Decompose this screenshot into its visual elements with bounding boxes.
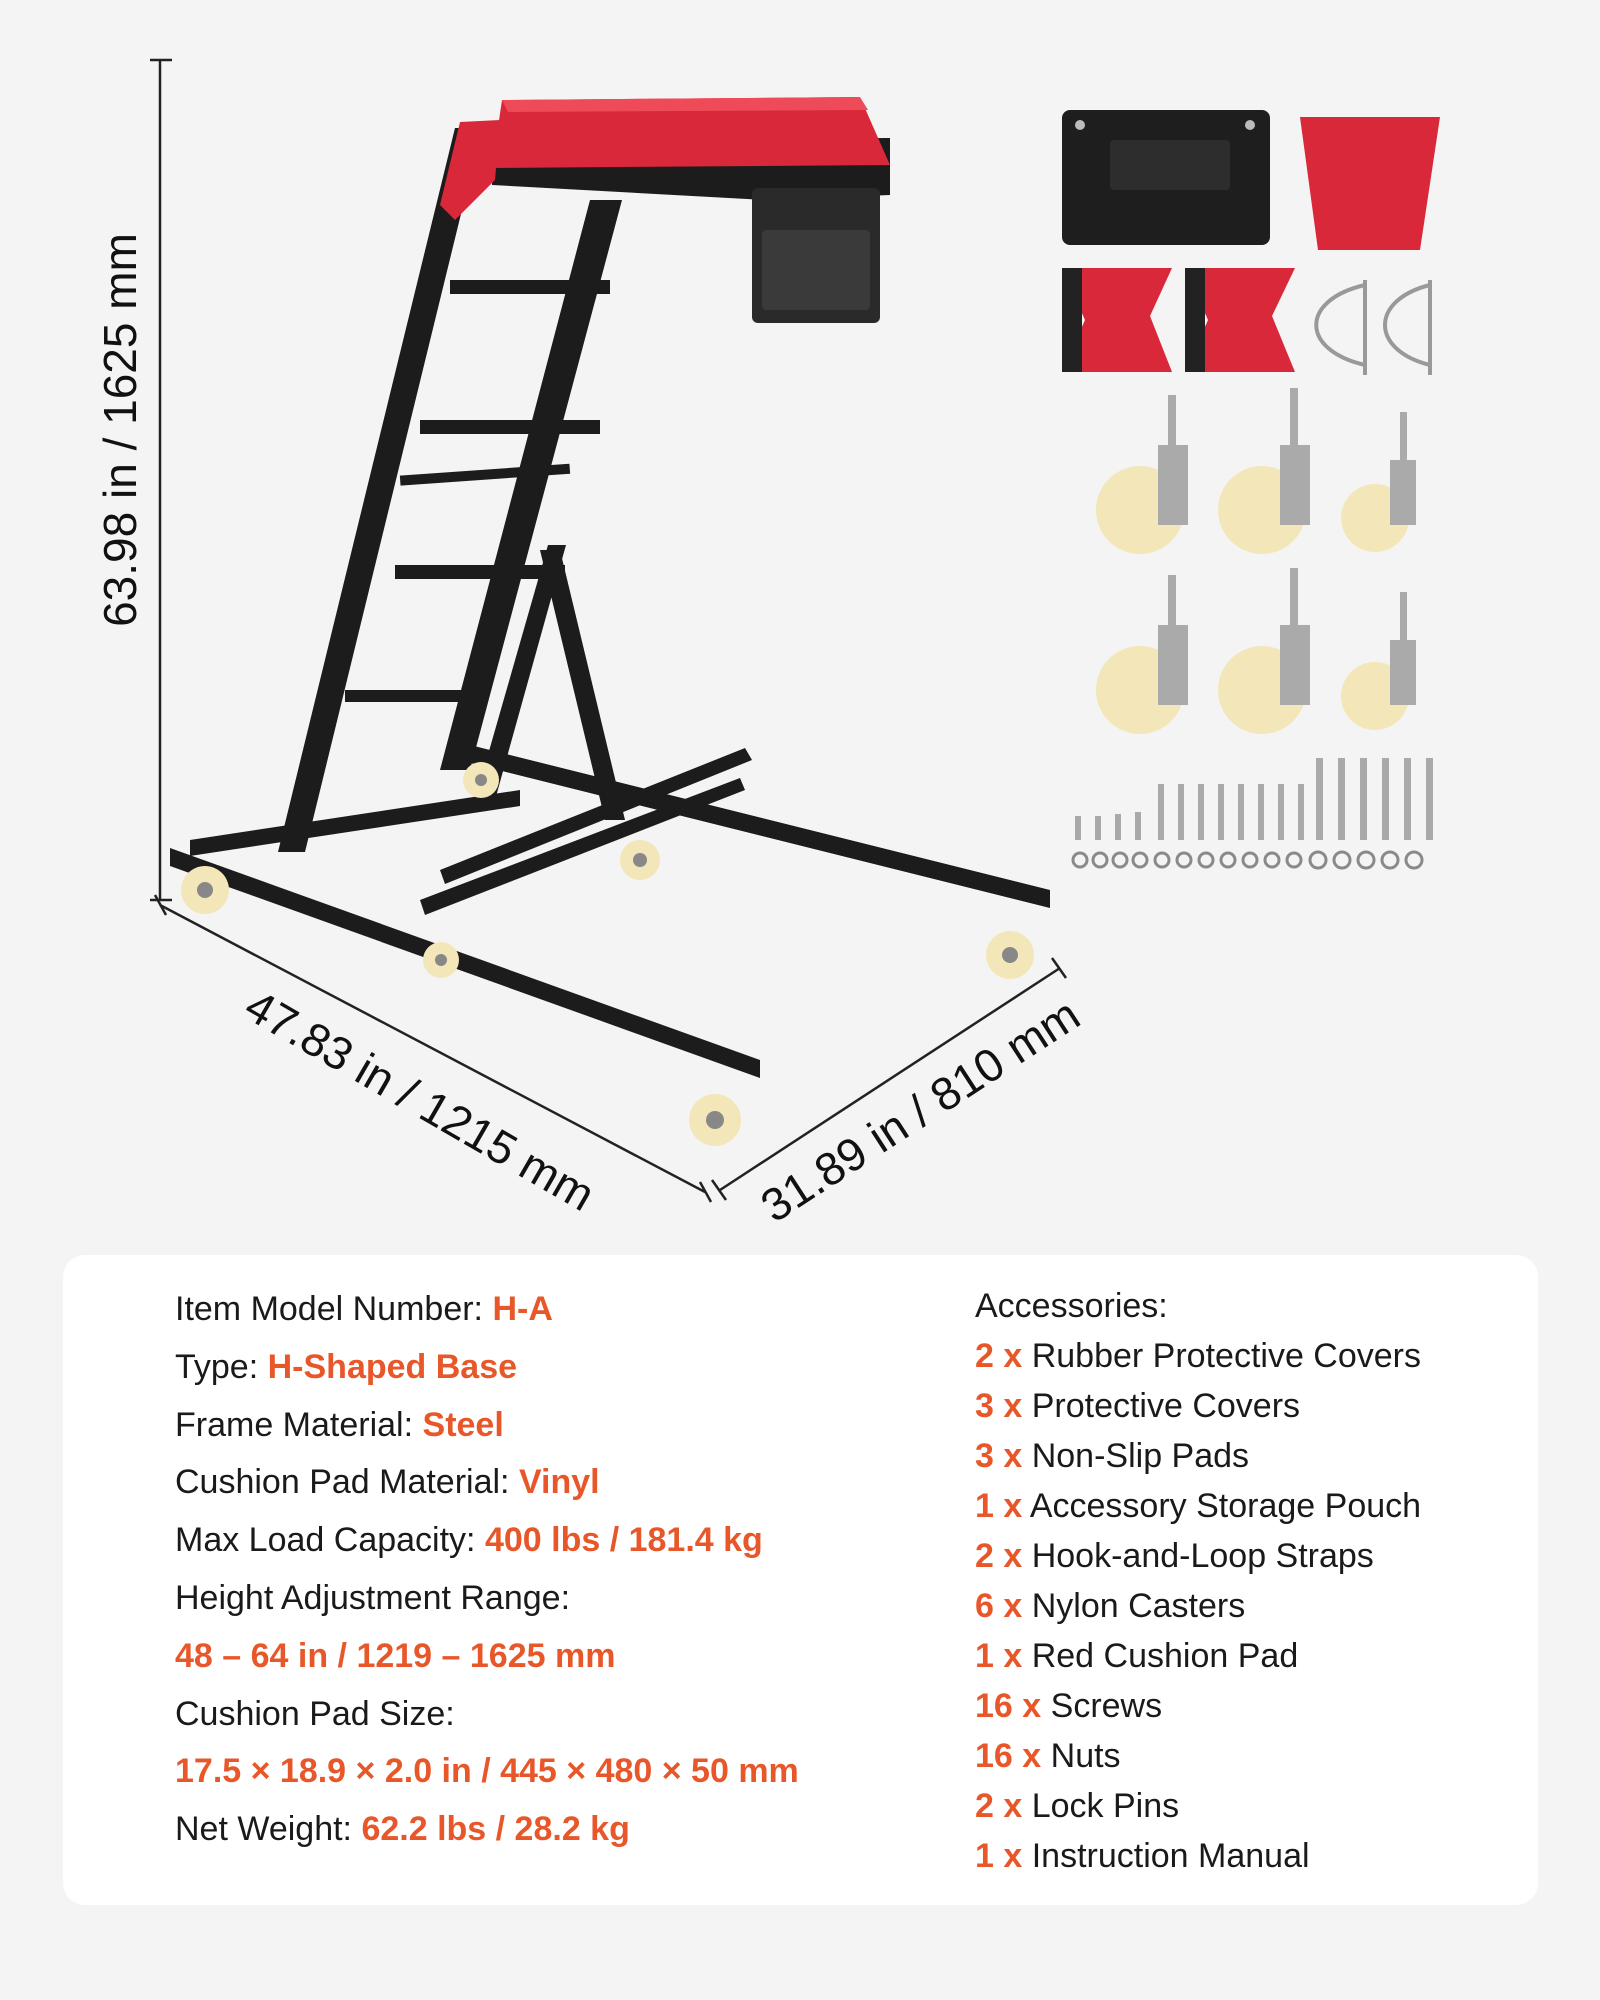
accessory-qty: 16 x (975, 1737, 1042, 1775)
spec-row (175, 1686, 799, 1744)
accessory-name: Protective Covers (1031, 1387, 1301, 1425)
spec-list (175, 1281, 799, 1859)
storage-pouch-icon (1062, 110, 1270, 245)
accessory-qty: 6 x (975, 1587, 1023, 1625)
accessory-name: Red Cushion Pad (1031, 1637, 1299, 1675)
spec-row (175, 1512, 799, 1570)
accessories-title: Accessories: (975, 1287, 1168, 1325)
spec-row (175, 1281, 799, 1339)
spec-panel (63, 1255, 1538, 1905)
accessory-item (975, 1431, 1421, 1481)
lock-pin-icon (1316, 280, 1430, 375)
accessory-qty: 3 x (975, 1387, 1023, 1425)
accessory-name: Hook-and-Loop Straps (1031, 1537, 1374, 1575)
spec-value: 62.2 lbs / 28.2 kg (361, 1810, 630, 1849)
accessory-name: Nylon Casters (1031, 1587, 1246, 1625)
accessory-name: Nuts (1050, 1737, 1121, 1775)
accessory-name: Instruction Manual (1031, 1837, 1310, 1875)
accessory-item (975, 1381, 1421, 1431)
spec-label: Frame Material: (175, 1405, 414, 1444)
accessory-name: Accessory Storage Pouch (1029, 1487, 1422, 1525)
accessory-item (975, 1331, 1421, 1381)
accessory-qty: 3 x (975, 1437, 1023, 1475)
accessory-item (975, 1481, 1421, 1531)
screw-icon (1075, 758, 1433, 840)
accessory-name: Non-Slip Pads (1031, 1437, 1250, 1475)
nut-icon (1073, 852, 1422, 868)
accessory-qty: 2 x (975, 1337, 1023, 1375)
spec-value: Vinyl (518, 1463, 600, 1502)
spec-label: Net Weight: (175, 1810, 353, 1849)
accessory-item (975, 1731, 1421, 1781)
accessory-item (975, 1781, 1421, 1831)
length-dimension-label: 47.83 in / 1215 mm (236, 979, 604, 1221)
spec-value: 400 lbs / 181.4 kg (484, 1521, 763, 1560)
accessories-list (975, 1281, 1421, 1881)
accessory-qty: 2 x (975, 1537, 1023, 1575)
accessory-item (975, 1531, 1421, 1581)
accessory-name: Rubber Protective Covers (1031, 1337, 1421, 1375)
accessory-item (975, 1681, 1421, 1731)
accessory-qty: 1 x (975, 1487, 1023, 1525)
spec-label: Max Load Capacity: (175, 1521, 476, 1560)
spec-label: Height Adjustment Range: (175, 1578, 571, 1617)
accessory-item (975, 1631, 1421, 1681)
spec-label: Cushion Pad Size: (175, 1694, 455, 1733)
accessory-qty: 1 x (975, 1637, 1023, 1675)
accessory-name: Screws (1050, 1687, 1163, 1725)
height-dimension-label: 63.98 in / 1625 mm (94, 233, 146, 627)
red-cover-icon (1300, 117, 1440, 250)
spec-row (175, 1339, 799, 1397)
spec-row (175, 1743, 799, 1801)
parts-illustration (1062, 110, 1440, 868)
spec-value: H-A (492, 1290, 553, 1328)
spec-value: H-Shaped Base (267, 1347, 518, 1386)
spec-row (175, 1397, 799, 1455)
spec-label: Cushion Pad Material: (175, 1463, 510, 1502)
spec-row (175, 1628, 799, 1686)
spec-label: Item Model Number: (175, 1290, 483, 1328)
spec-row (175, 1454, 799, 1512)
spec-label: Type: (175, 1347, 259, 1386)
accessory-item (975, 1831, 1421, 1881)
accessory-qty: 1 x (975, 1837, 1023, 1875)
spec-value: 48 – 64 in / 1219 – 1625 mm (175, 1636, 616, 1675)
accessory-item (975, 1581, 1421, 1631)
spec-row (175, 1801, 799, 1859)
accessory-name: Lock Pins (1031, 1787, 1180, 1825)
spec-value: Steel (422, 1405, 504, 1444)
topside-creeper-icon (170, 97, 1050, 1146)
accessory-qty: 2 x (975, 1787, 1023, 1825)
accessory-qty: 16 x (975, 1687, 1042, 1725)
spec-row (175, 1570, 799, 1628)
width-dimension-label: 31.89 in / 810 mm (751, 987, 1089, 1233)
non-slip-pad-icon (1062, 268, 1295, 372)
spec-value: 17.5 × 18.9 × 2.0 in / 445 × 480 × 50 mm (175, 1752, 799, 1791)
